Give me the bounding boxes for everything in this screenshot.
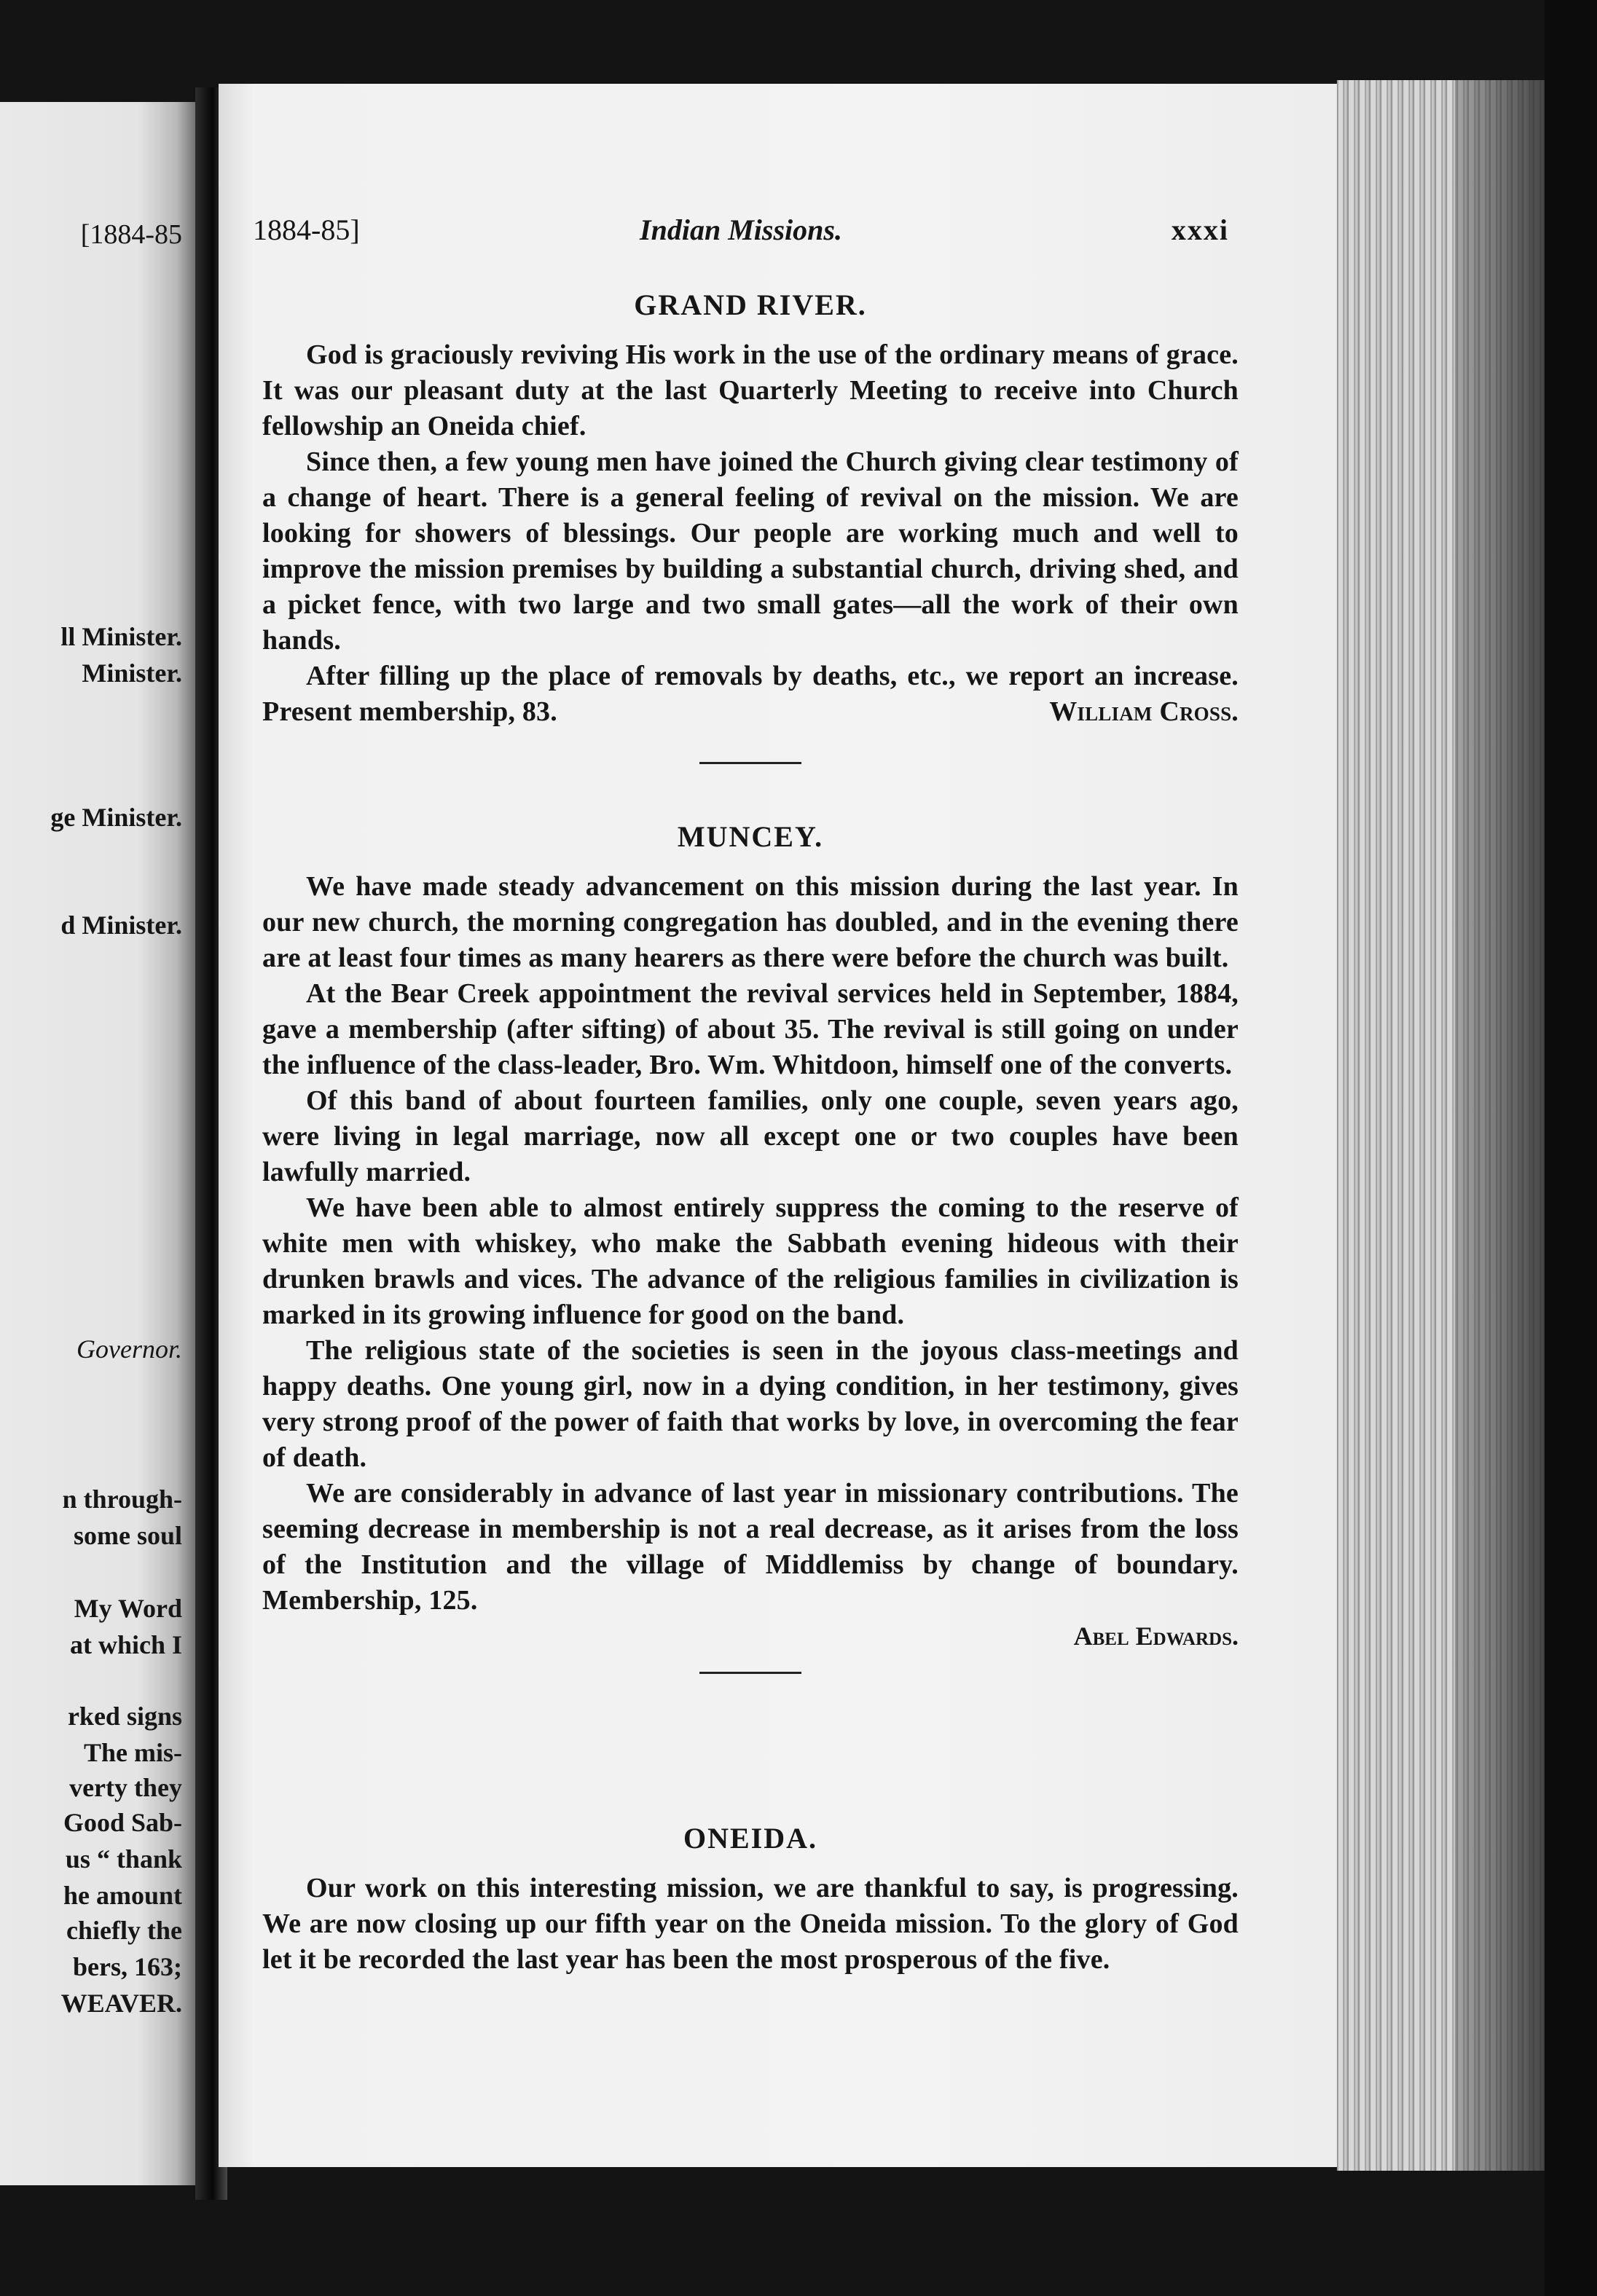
left-page-line: some soul <box>73 1521 182 1550</box>
paragraph: The religious state of the societies is seen in the joyous class-meetings and happy deaths. One young girl, now in a dying condition, in her testimony, gives very strong proof of the power of faith that works by love, in overcoming the fear of death. <box>262 1335 1239 1473</box>
section-muncey <box>262 819 1239 1674</box>
left-facing-page <box>0 102 197 2185</box>
paragraph: Our work on this interesting mission, we are thankful to say, is progressing. We are now closing up our fifth year on the Oneida mission. To the glory of God let it be recorded the last year has been the most prosperous of the five. <box>262 1873 1239 1975</box>
left-page-line: he amount <box>63 1881 182 1910</box>
paragraph: God is graciously reviving His work in the use of the ordinary means of grace. It was our pleasant duty at the last Quarterly Meeting to receive into Church fellowship an Oneida chief. <box>262 339 1239 441</box>
left-page-line: us “ thank <box>65 1844 182 1874</box>
left-page-line: at which I <box>69 1630 182 1659</box>
section-oneida <box>262 1821 1239 1978</box>
running-head-title: Indian Missions. <box>640 213 842 246</box>
left-page-line: bers, 163; <box>73 1952 182 1981</box>
section-title: GRAND RIVER. <box>634 288 867 321</box>
paragraph: Since then, a few young men have joined the Church giving clear testimony of a change of heart. There is a general feeling of revival on the mission. We are looking for showers of blessings. Our people are working much and well to improve the mission premises by building a substantial church, driving shed, and a picket fence, with two large and two small gates—all the work of their own hands. <box>262 447 1239 656</box>
running-head <box>253 213 1229 249</box>
page-number: xxxi <box>1171 213 1229 246</box>
left-page-line: ge Minister. <box>50 803 182 832</box>
left-page-line: chiefly the <box>66 1916 182 1945</box>
section-title: ONEIDA. <box>683 1822 818 1855</box>
left-page-line: ll Minister. <box>60 622 182 651</box>
page-edges <box>1337 80 1550 2171</box>
right-shadow <box>1545 0 1597 2296</box>
left-page-running-head: [1884-85 <box>80 219 182 250</box>
signature: Abel Edwards. <box>1073 1621 1239 1651</box>
paragraph <box>262 658 1239 730</box>
left-page-line: My Word <box>74 1594 182 1623</box>
left-page-line: verty they <box>69 1773 182 1802</box>
section-title: MUNCEY. <box>677 820 824 853</box>
left-page-line: Minister. <box>82 658 182 688</box>
left-page-line: rked signs <box>67 1702 182 1731</box>
signature: William Cross. <box>1049 696 1239 727</box>
left-page-line: The mis- <box>84 1738 182 1767</box>
paragraph: Of this band of about fourteen families, only one couple, seven years ago, were living in legal marriage, now all except one or two couples have been lawfully married. <box>262 1085 1239 1187</box>
paragraph: We have made steady advancement on this mission during the last year. In our new church, the morning congregation has doubled, and in the evening there are at least four times as many hearers as there were before the church was built. <box>262 871 1239 973</box>
paragraph: We have been able to almost entirely suppress the coming to the reserve of white men with whiskey, who make the Sabbath evening hideous with their drunken brawls and vices. The advance of the religious families in civilization is marked in its growing influence for good on the band. <box>262 1192 1239 1330</box>
left-page-line: n through- <box>62 1485 182 1514</box>
left-page-line: Governor. <box>76 1334 182 1364</box>
left-page-line: Good Sab- <box>63 1808 182 1837</box>
left-page-line: WEAVER. <box>60 1989 182 2018</box>
paragraph-text: After filling up the place of removals by deaths, etc., we report an increase. Present membership, 83. <box>262 661 1239 727</box>
section-divider <box>699 1672 801 1674</box>
running-head-year: 1884-85] <box>253 213 360 246</box>
paragraph: We are considerably in advance of last year in missionary contributions. The seeming decrease in membership is not a real decrease, as it arises from the loss of the Institution and the village of Middlemiss by change of boundary. Membership, 125. <box>262 1478 1239 1616</box>
left-page-line: d Minister. <box>60 911 182 940</box>
section-divider <box>699 762 801 764</box>
paragraph: At the Bear Creek appointment the revival services held in September, 1884, gave a membership (after sifting) of about 35. The revival is still going on under the influence of the class-leader, Bro. Wm. Whitdoon, himself one of the converts. <box>262 978 1239 1080</box>
section-grand-river <box>262 288 1239 764</box>
